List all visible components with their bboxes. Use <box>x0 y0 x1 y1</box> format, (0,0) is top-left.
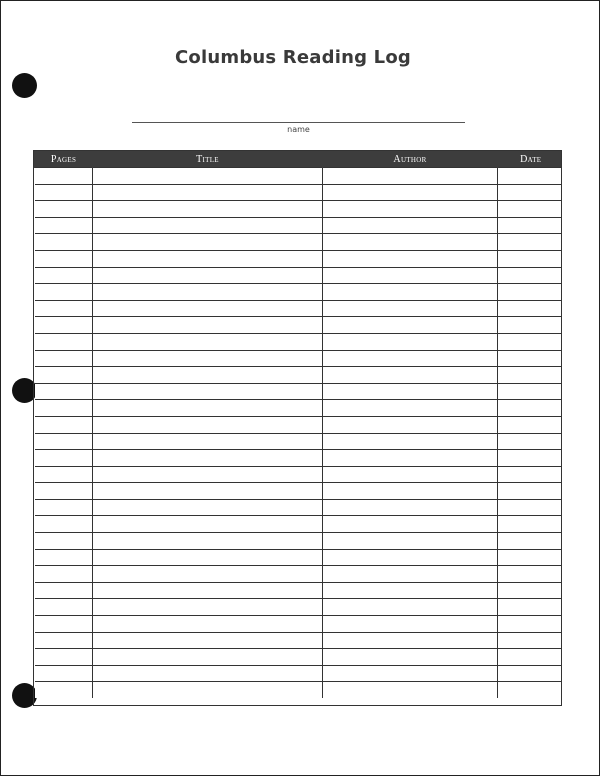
date-cell[interactable] <box>498 300 563 317</box>
date-cell[interactable] <box>498 665 563 682</box>
title-cell[interactable] <box>93 367 323 384</box>
author-cell[interactable] <box>323 184 498 201</box>
pages-cell[interactable] <box>35 350 93 367</box>
author-cell[interactable] <box>323 350 498 367</box>
author-cell[interactable] <box>323 616 498 633</box>
log-row <box>35 649 563 666</box>
log-row <box>35 566 563 583</box>
log-row <box>35 516 563 533</box>
author-cell[interactable] <box>323 483 498 500</box>
author-cell[interactable] <box>323 201 498 218</box>
log-row <box>35 250 563 267</box>
author-cell[interactable] <box>323 649 498 666</box>
author-cell[interactable] <box>323 333 498 350</box>
pages-cell[interactable] <box>35 201 93 218</box>
pages-cell[interactable] <box>35 367 93 384</box>
log-row <box>35 665 563 682</box>
title-cell[interactable] <box>93 234 323 251</box>
log-row <box>35 400 563 417</box>
pages-cell[interactable] <box>35 649 93 666</box>
column-header-pages: Pages <box>35 151 93 168</box>
log-row <box>35 549 563 566</box>
pages-cell[interactable] <box>35 217 93 234</box>
author-cell[interactable] <box>323 665 498 682</box>
pages-cell[interactable] <box>35 466 93 483</box>
title-cell[interactable] <box>93 549 323 566</box>
log-row <box>35 234 563 251</box>
log-row <box>35 450 563 467</box>
date-cell[interactable] <box>498 350 563 367</box>
author-cell[interactable] <box>323 632 498 649</box>
title-cell[interactable] <box>93 582 323 599</box>
date-cell[interactable] <box>498 483 563 500</box>
log-row <box>35 483 563 500</box>
pages-cell[interactable] <box>35 549 93 566</box>
pages-cell[interactable] <box>35 400 93 417</box>
name-field-label: name <box>287 125 310 134</box>
pages-cell[interactable] <box>35 682 93 698</box>
pages-cell[interactable] <box>35 184 93 201</box>
log-row <box>35 433 563 450</box>
title-cell[interactable] <box>93 250 323 267</box>
author-cell[interactable] <box>323 516 498 533</box>
pages-cell[interactable] <box>35 582 93 599</box>
title-cell[interactable] <box>93 383 323 400</box>
date-cell[interactable] <box>498 499 563 516</box>
pages-cell[interactable] <box>35 566 93 583</box>
log-row <box>35 599 563 616</box>
date-cell[interactable] <box>498 267 563 284</box>
title-cell[interactable] <box>93 665 323 682</box>
author-cell[interactable] <box>323 317 498 334</box>
author-cell[interactable] <box>323 383 498 400</box>
name-field-line[interactable] <box>132 122 465 123</box>
author-cell[interactable] <box>323 533 498 550</box>
date-cell[interactable] <box>498 616 563 633</box>
date-cell[interactable] <box>498 599 563 616</box>
log-row <box>35 533 563 550</box>
date-cell[interactable] <box>498 466 563 483</box>
date-cell[interactable] <box>498 217 563 234</box>
date-cell[interactable] <box>498 566 563 583</box>
column-header-date: Date <box>498 151 563 168</box>
pages-cell[interactable] <box>35 383 93 400</box>
date-cell[interactable] <box>498 632 563 649</box>
log-row <box>35 184 563 201</box>
pages-cell[interactable] <box>35 250 93 267</box>
column-header-title: Title <box>93 151 323 168</box>
author-cell[interactable] <box>323 168 498 185</box>
author-cell[interactable] <box>323 300 498 317</box>
title-cell[interactable] <box>93 416 323 433</box>
author-cell[interactable] <box>323 450 498 467</box>
log-grid <box>34 151 562 698</box>
pages-cell[interactable] <box>35 267 93 284</box>
title-cell[interactable] <box>93 566 323 583</box>
title-cell[interactable] <box>93 317 323 334</box>
log-rows <box>35 168 563 699</box>
date-cell[interactable] <box>498 367 563 384</box>
author-cell[interactable] <box>323 367 498 384</box>
date-cell[interactable] <box>498 582 563 599</box>
log-row <box>35 416 563 433</box>
date-cell[interactable] <box>498 284 563 301</box>
date-cell[interactable] <box>498 682 563 698</box>
date-cell[interactable] <box>498 516 563 533</box>
log-row <box>35 367 563 384</box>
title-cell[interactable] <box>93 499 323 516</box>
pages-cell[interactable] <box>35 632 93 649</box>
author-cell[interactable] <box>323 682 498 698</box>
date-cell[interactable] <box>498 416 563 433</box>
log-row <box>35 466 563 483</box>
author-cell[interactable] <box>323 599 498 616</box>
author-cell[interactable] <box>323 466 498 483</box>
date-cell[interactable] <box>498 250 563 267</box>
author-cell[interactable] <box>323 582 498 599</box>
author-cell[interactable] <box>323 566 498 583</box>
log-row <box>35 267 563 284</box>
title-cell[interactable] <box>93 400 323 417</box>
log-row <box>35 168 563 185</box>
column-header-author: Author <box>323 151 498 168</box>
date-cell[interactable] <box>498 450 563 467</box>
title-cell[interactable] <box>93 168 323 185</box>
pages-cell[interactable] <box>35 317 93 334</box>
title-cell[interactable] <box>93 516 323 533</box>
author-cell[interactable] <box>323 284 498 301</box>
title-cell[interactable] <box>93 300 323 317</box>
date-cell[interactable] <box>498 184 563 201</box>
pages-cell[interactable] <box>35 450 93 467</box>
log-row <box>35 201 563 218</box>
date-cell[interactable] <box>498 333 563 350</box>
title-cell[interactable] <box>93 533 323 550</box>
pages-cell[interactable] <box>35 300 93 317</box>
title-cell[interactable] <box>93 599 323 616</box>
date-cell[interactable] <box>498 649 563 666</box>
date-cell[interactable] <box>498 317 563 334</box>
date-cell[interactable] <box>498 168 563 185</box>
author-cell[interactable] <box>323 499 498 516</box>
log-row <box>35 499 563 516</box>
title-cell[interactable] <box>93 649 323 666</box>
author-cell[interactable] <box>323 234 498 251</box>
log-row <box>35 300 563 317</box>
pages-cell[interactable] <box>35 416 93 433</box>
log-row <box>35 284 563 301</box>
date-cell[interactable] <box>498 433 563 450</box>
title-cell[interactable] <box>93 682 323 698</box>
title-cell[interactable] <box>93 632 323 649</box>
log-row <box>35 217 563 234</box>
title-cell[interactable] <box>93 284 323 301</box>
author-cell[interactable] <box>323 416 498 433</box>
author-cell[interactable] <box>323 250 498 267</box>
log-row <box>35 632 563 649</box>
header-row <box>35 151 563 168</box>
pages-cell[interactable] <box>35 483 93 500</box>
title-cell[interactable] <box>93 184 323 201</box>
log-row <box>35 317 563 334</box>
date-cell[interactable] <box>498 201 563 218</box>
log-row <box>35 383 563 400</box>
title-cell[interactable] <box>93 483 323 500</box>
author-cell[interactable] <box>323 549 498 566</box>
author-cell[interactable] <box>323 400 498 417</box>
date-cell[interactable] <box>498 234 563 251</box>
author-cell[interactable] <box>323 217 498 234</box>
pages-cell[interactable] <box>35 234 93 251</box>
author-cell[interactable] <box>323 267 498 284</box>
date-cell[interactable] <box>498 533 563 550</box>
title-cell[interactable] <box>93 267 323 284</box>
title-cell[interactable] <box>93 466 323 483</box>
log-row <box>35 616 563 633</box>
date-cell[interactable] <box>498 383 563 400</box>
pages-cell[interactable] <box>35 665 93 682</box>
binder-hole-top <box>12 73 37 98</box>
title-cell[interactable] <box>93 333 323 350</box>
pages-cell[interactable] <box>35 284 93 301</box>
form-title: Columbus Reading Log <box>175 47 411 68</box>
title-cell[interactable] <box>93 616 323 633</box>
log-row <box>35 582 563 599</box>
date-cell[interactable] <box>498 400 563 417</box>
date-cell[interactable] <box>498 549 563 566</box>
reading-log-table <box>33 150 562 706</box>
log-row <box>35 350 563 367</box>
pages-cell[interactable] <box>35 516 93 533</box>
author-cell[interactable] <box>323 433 498 450</box>
pages-cell[interactable] <box>35 616 93 633</box>
log-row <box>35 682 563 698</box>
title-cell[interactable] <box>93 450 323 467</box>
pages-cell[interactable] <box>35 533 93 550</box>
title-cell[interactable] <box>93 433 323 450</box>
pages-cell[interactable] <box>35 433 93 450</box>
pages-cell[interactable] <box>35 499 93 516</box>
title-cell[interactable] <box>93 350 323 367</box>
pages-cell[interactable] <box>35 599 93 616</box>
pages-cell[interactable] <box>35 333 93 350</box>
log-row <box>35 333 563 350</box>
pages-cell[interactable] <box>35 168 93 185</box>
title-cell[interactable] <box>93 217 323 234</box>
title-cell[interactable] <box>93 201 323 218</box>
